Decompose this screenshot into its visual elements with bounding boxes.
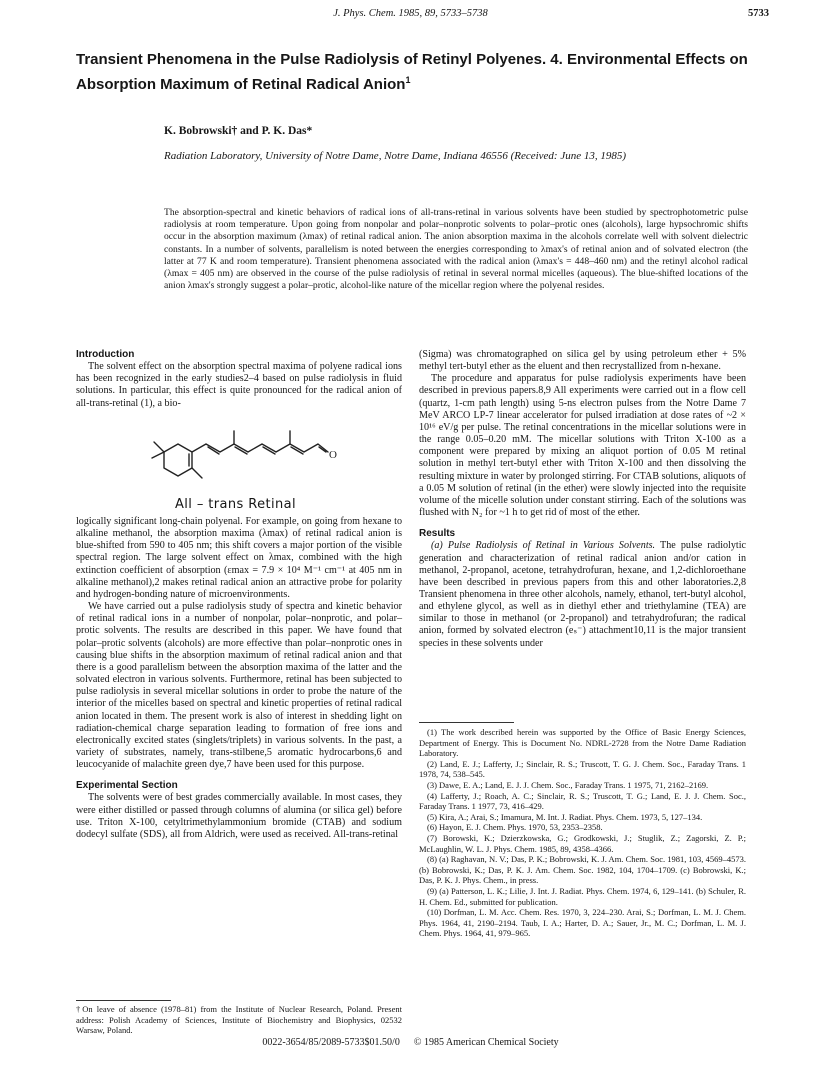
author-footnote: †On leave of absence (1978–81) from the Institute of Nuclear Research, Poland. Present address: Polish Academy of Sciences, Institute of Biochemistry and Biophysics, 02532 Warsaw, Poland. (76, 1004, 402, 1036)
authors: K. Bobrowski† and P. K. Das* (164, 125, 313, 137)
page-number: 5733 (748, 8, 769, 19)
experimental-heading: Experimental Section (76, 780, 178, 792)
reference-item: (4) Lafferty, J.; Roach, A. C.; Sinclair, R. S.; Truscott, T. G.; Land, E. J. J. Chem. Soc., Faraday Trans. 1 1977, 73, 416–429. (419, 790, 746, 812)
results-heading: Results (419, 528, 456, 540)
page-footer (0, 1037, 821, 1048)
right-column (419, 349, 746, 650)
figure-label: All – trans Retinal (175, 497, 297, 512)
intro-paragraph-1: The solvent effect on the absorption spectral maxima of polyene radical ions has been recognized in the early studies2–4 based on pulse radiolysis in fluid solutions. In particular, this effect is quite pronounced for the radical anion of all-trans-retinal (1), a bio- (76, 361, 402, 409)
footnote-rule (76, 1000, 171, 1001)
reference-item: (2) Land, E. J.; Lafferty, J.; Sinclair, R. S.; Truscott, T. G. J. Chem. Soc., Faraday Trans. 1 1978, 74, 538–545. (419, 758, 746, 780)
reference-item: (8) (a) Raghavan, N. V.; Das, P. K.; Bobrowski, K. J. Am. Chem. Soc. 1981, 103, 4569–4573. (b) Bobrowski, K.; Das, P. K. J. Am. Chem. Soc. 1982, 104, 1704–1709. (c) Bobrowski, K.; Das, P. K. J. Phys. Chem., in press. (419, 854, 746, 886)
copyright: © 1985 American Chemical Society (413, 1037, 559, 1048)
article-title (76, 49, 766, 95)
intro-paragraph-2: We have carried out a pulse radiolysis study of spectra and kinetic behavior of retinal radical ions in a number of nonpolar, polar–nonprotic, and polar–protic solvents. The results are described in this paper. We have found that polar–protic solvents (alcohols) are more effective than polar–nonprotic ones in causing blue shifts in the absorption maximum of retinal radical anion and that there is a good parallelism between the absorption maxima of the latter and the solvated electron in various solvents. Furthermore, retinal has been subjected to pulse radiolysis in several micellar solutions in order to probe the nature of the interior of the micelles based on spectral and kinetic properties of retinal radical anion located in them. The present work is also of interest in shedding light on radiation-chemical charge separation leading to formation of free ions and electronically excited states (singlets/triplets) in various solvents. In the past, a variety of substrates, namely, trans-stilbene,5 aromatic hydrocarbons,6 and leucocyanide of malachite green dye,7 have been used for this purpose. (76, 601, 402, 771)
reference-item: (7) Borowski, K.; Dzierzkowska, G.; Grodkowski, J.; Stuglik, Z.; Zagorski, Z. P.; McLaughlin, W. L. J. Phys. Chem. 1985, 89, 4358–4366. (419, 832, 746, 854)
left-column-bottom (76, 516, 402, 841)
results-paragraph-1 (419, 540, 746, 649)
reference-item: (3) Dawe, E. A.; Land, E. J. J. Chem. Soc., Faraday Trans. 1 1975, 71, 2162–2169. (427, 779, 709, 790)
references-rule (419, 722, 514, 723)
references-list (419, 727, 746, 939)
reference-item: (1) The work described herein was supported by the Office of Basic Energy Sciences, Department of Energy. This is Document No. NDRL-2728 from the Notre Dame Radiation Laboratory. (419, 727, 746, 759)
intro-heading: Introduction (76, 349, 135, 360)
title-footnote-mark: 1 (405, 75, 411, 85)
oxygen-atom-label: O (329, 449, 337, 461)
reference-item: (6) Hayon, E. J. Chem. Phys. 1970, 53, 2353–2358. (427, 822, 603, 833)
left-column-top (76, 349, 402, 410)
reference-item: (9) (a) Patterson, L. K.; Lilie, J. Int. J. Radiat. Phys. Chem. 1974, 6, 129–141. (b) Schuler, R. H. Chem. Ed., submitted for publication. (419, 885, 746, 907)
experimental-paragraph-2: The procedure and apparatus for pulse radiolysis experiments have been described in previous papers.8,9 All experiments were carried out in a flow cell (quartz, 1-cm path length) using 5-ns electron pulses from the Notre Dame 7 MeV ARCO LP-7 linear accelerator for pulsed irradiation at dose rates of ~2 × 10¹⁶ eV/g per pulse. The retinal concentrations in the micellar solutions were in the range 0.05–0.20 mM. The micellar solutions with Triton X-100 as a component were prepared by mixing an aliquot portion of 0.05 M retinal solution in methyl tert-butyl ether with Triton X-100 and then dissolving the resulting mixture in water by prolonged stirring. For CTAB solutions, aliquots of a 0.05 M solution of retinal (in the ether) were slowly injected into the requisite volume of the micelle solution under constant stirring. Each of the solutions was flushed with N₂ for ~1 h to get rid of most of the ether. (419, 373, 746, 519)
reference-item: (5) Kira, A.; Arai, S.; Imamura, M. Int. J. Radiat. Phys. Chem. 1973, 5, 127–134. (427, 811, 703, 822)
journal-citation: J. Phys. Chem. 1985, 89, 5733–5738 (333, 8, 488, 19)
results-subheading: (a) Pulse Radiolysis of Retinal in Various Solvents. (431, 540, 656, 552)
abstract: The absorption-spectral and kinetic behaviors of radical ions of all-trans-retinal in various solvents have been studied by spectrophotometric pulse radiolysis at room temperature. Upon going from nonpolar and polar–nonprotic solvents to polar–protic ones (alcohols), large hypsochromic shifts occur in the absorption maximum (λmax) of retinal radical anion. The anion absorption maxima in the alcohols correlate well with solvent dielectric constants. In a number of solvents, parallelism is noted between the energies corresponding to λmax's of retinal anion and of solvated electron (the latter at 77 K and room temperature). Transient phenomena associated with the radical anion (λmax's = 448–460 nm) and the retinyl alcohol radical (λmax = 405 nm) are observed in the course of the pulse radiolysis of retinal in several normal micelles (aqueous). The blue-shifted locations of the anion λmax's strongly suggest a polar–protic, alcohol-like nature of the micellar region where the polyenal resides. (164, 207, 748, 292)
article-title-text: Transient Phenomena in the Pulse Radiolysis of Retinyl Polyenes. 4. Environmental Effects on Absorption Maximum of Retinal Radical Anion (76, 51, 748, 93)
experimental-paragraph-1-continued: (Sigma) was chromatographed on silica gel by using petroleum ether + 5% methyl tert-butyl ether as the eluent and then recrystallized from n-hexane. (419, 349, 746, 373)
results-paragraph-1-text: The pulse radiolytic generation and characterization of retinal radical anion and/or cation in methanol, 2-propanol, acetone, tetrahydrofuran, hexane, and 1,2-dichloroethane have been described in previous papers from this and other laboratories.2,8 Transient phenomena in three other alcohols, namely, ethanol, tert-butyl alcohol, and ethylene glycol, as well as in diethyl ether and triethylamine (TEA) are similar to those in methanol (or 2-propanol) and tetrahydrofuran; the radical anion, formed by solvated electron (eₛ⁻) attachment10,11 is the major transient species in these solvents under (419, 540, 746, 649)
reference-item: (10) Dorfman, L. M. Acc. Chem. Res. 1970, 3, 224–230. Arai, S.; Dorfman, L. M. J. Chem. Phys. 1964, 41, 2190–2194. Taub, I. A.; Harter, D. A.; Sauer, Jr., M. C.; Dorfman, L. M. J. Chem. Phys. 1964, 41, 979–965. (419, 907, 746, 939)
affiliation: Radiation Laboratory, University of Notre Dame, Notre Dame, Indiana 46556 (Received: June 13, 1985) (164, 150, 627, 162)
intro-paragraph-1-continued: logically significant long-chain polyenal. For example, on going from hexane to alkaline methanol, the absorption maxima (λmax) of retinal radical anion is blue-shifted from 590 to 405 nm; this shift covers a major portion of the visible spectral region. The large solvent effect on λmax, combined with the high extinction coefficient of absorption (εmax = 7.9 × 10⁴ M⁻¹ cm⁻¹ at 405 nm in alkaline methanol),2 makes retinal radical anion an attractive probe for polarity and hydrogen-bonding nature of microenvironments. (76, 516, 402, 600)
experimental-paragraph-1: The solvents were of best grades commercially available. In most cases, they were either distilled or passed through columns of alumina (or silica gel) before use. Triton X-100, cetyltrimethylammonium bromide (CTAB) and sodium dodecyl sulfate (SDS), all from Aldrich, were used as received. All-trans-retinal (76, 792, 402, 840)
retinal-structure-diagram (140, 420, 340, 492)
issn-code: 0022-3654/85/2089-5733$01.50/0 (262, 1037, 400, 1048)
